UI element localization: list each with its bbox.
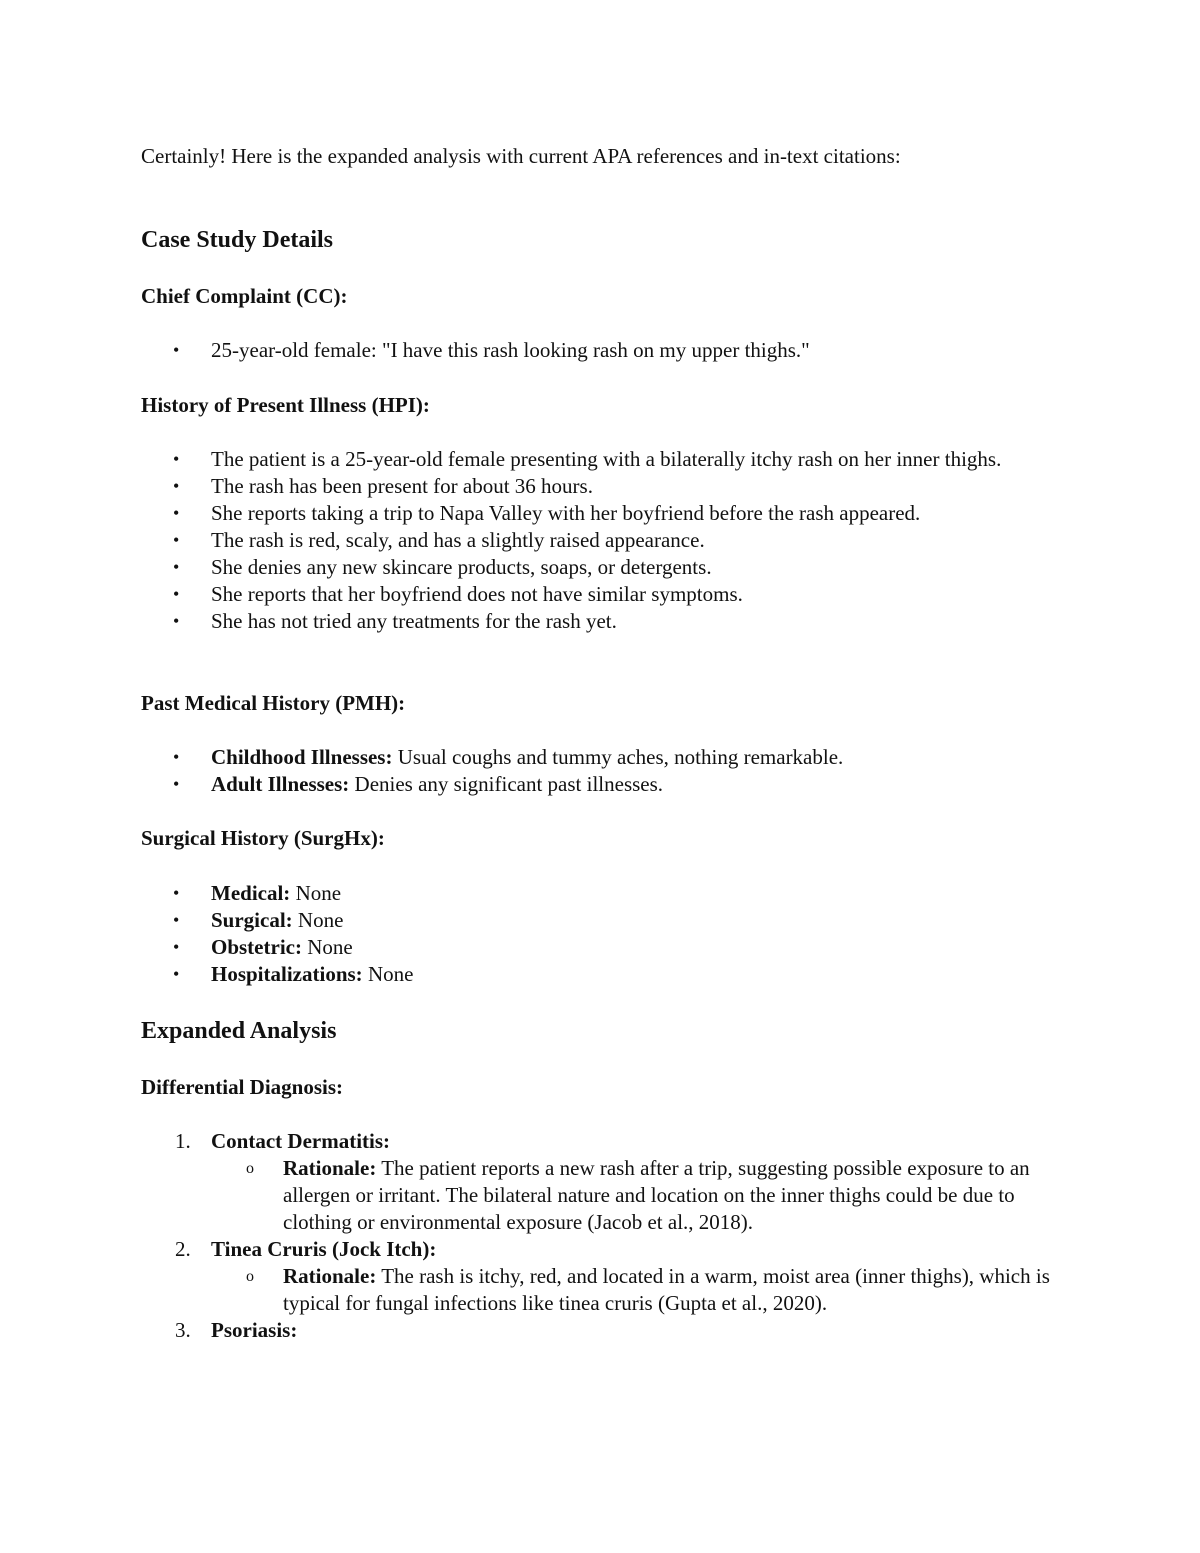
bullet-icon: •: [173, 883, 180, 903]
bullet-icon: •: [173, 747, 180, 767]
rationale-label: Rationale:: [283, 1264, 377, 1288]
intro-text: Certainly! Here is the expanded analysis with current APA references and in-text citations:: [141, 144, 901, 168]
diagnosis-title: Contact Dermatitis:: [211, 1129, 391, 1153]
rationale-item: o Rationale: The rash is itchy, red, and located in a warm, moist area (inner thighs), which is typical for fungal infections like tinea cruris (Gupta et al., 2020).: [246, 1264, 1050, 1315]
list-item: [0, 1317, 1061, 1344]
bullet-icon: •: [173, 449, 180, 469]
item-number: 2.: [175, 1237, 191, 1261]
list-item: • Surgical: None: [173, 908, 344, 932]
bullet-icon: •: [173, 910, 180, 930]
item-number: 1.: [175, 1129, 191, 1153]
pmh-heading: Past Medical History (PMH):: [141, 691, 406, 715]
bullet-icon: •: [173, 557, 180, 577]
item-number: 3.: [175, 1318, 191, 1342]
list-item: • She has not tried any treatments for the rash yet.: [173, 609, 617, 633]
list-item: • The rash has been present for about 36 hours.: [173, 474, 593, 498]
list-item: • She denies any new skincare products, soaps, or detergents.: [173, 555, 712, 579]
case-study-heading: Case Study Details: [141, 227, 334, 253]
list-item: [0, 1236, 1061, 1263]
diagnosis-title: Tinea Cruris (Jock Itch):: [211, 1237, 437, 1261]
list-item: • Childhood Illnesses: Usual coughs and tummy aches, nothing remarkable.: [173, 745, 844, 769]
chief-complaint-list: [0, 337, 1061, 364]
list-item: • Obstetric: None: [173, 935, 353, 959]
bullet-icon: •: [173, 476, 180, 496]
chief-complaint-heading: Chief Complaint (CC):: [141, 284, 348, 308]
bullet-icon: •: [173, 611, 180, 631]
item-label: Hospitalizations:: [211, 962, 363, 986]
list-item: • The rash is red, scaly, and has a slightly raised appearance.: [173, 528, 705, 552]
hpi-list: [0, 446, 1061, 635]
pmh-list: [0, 744, 1061, 798]
item-label: Childhood Illnesses:: [211, 745, 393, 769]
list-item: • Medical: None: [173, 881, 342, 905]
bullet-icon: •: [173, 530, 180, 550]
list-item: • She reports taking a trip to Napa Valley with her boyfriend before the rash appeared.: [173, 501, 921, 525]
item-label: Adult Illnesses:: [211, 772, 350, 796]
hpi-heading: History of Present Illness (HPI):: [141, 393, 430, 417]
expanded-analysis-heading: Expanded Analysis: [141, 1018, 337, 1044]
list-item: • The patient is a 25-year-old female presenting with a bilaterally itchy rash on her inner thighs.: [173, 447, 1002, 471]
list-item: • She reports that her boyfriend does not have similar symptoms.: [173, 582, 743, 606]
list-item: [0, 1128, 1061, 1155]
differential-diagnosis-heading: Differential Diagnosis:: [141, 1075, 344, 1099]
list-item: • Hospitalizations: None: [173, 962, 414, 986]
circle-bullet-icon: o: [246, 1268, 254, 1285]
list-item: • 25-year-old female: "I have this rash looking rash on my upper thighs.": [173, 338, 810, 362]
item-label: Obstetric:: [211, 935, 302, 959]
bullet-icon: •: [173, 964, 180, 984]
rationale-label: Rationale:: [283, 1156, 377, 1180]
surgical-history-list: [0, 880, 1061, 988]
bullet-icon: •: [173, 584, 180, 604]
differential-diagnosis-list: [0, 1128, 1073, 1344]
bullet-icon: •: [173, 774, 180, 794]
bullet-icon: •: [173, 937, 180, 957]
surgical-history-heading: Surgical History (SurgHx):: [141, 826, 385, 850]
list-item: • Adult Illnesses: Denies any significant past illnesses.: [173, 772, 664, 796]
diagnosis-title: Psoriasis:: [211, 1318, 298, 1342]
bullet-icon: •: [173, 340, 180, 360]
bullet-icon: •: [173, 503, 180, 523]
rationale-item: o Rationale: The patient reports a new rash after a trip, suggesting possible exposure to an allergen or irritant. The bilateral nature and location on the inner thighs could be due to clothing or environmental exposure (Jacob et al., 2018).: [246, 1156, 1030, 1234]
item-label: Surgical:: [211, 908, 293, 932]
circle-bullet-icon: o: [246, 1160, 254, 1177]
item-label: Medical:: [211, 881, 291, 905]
